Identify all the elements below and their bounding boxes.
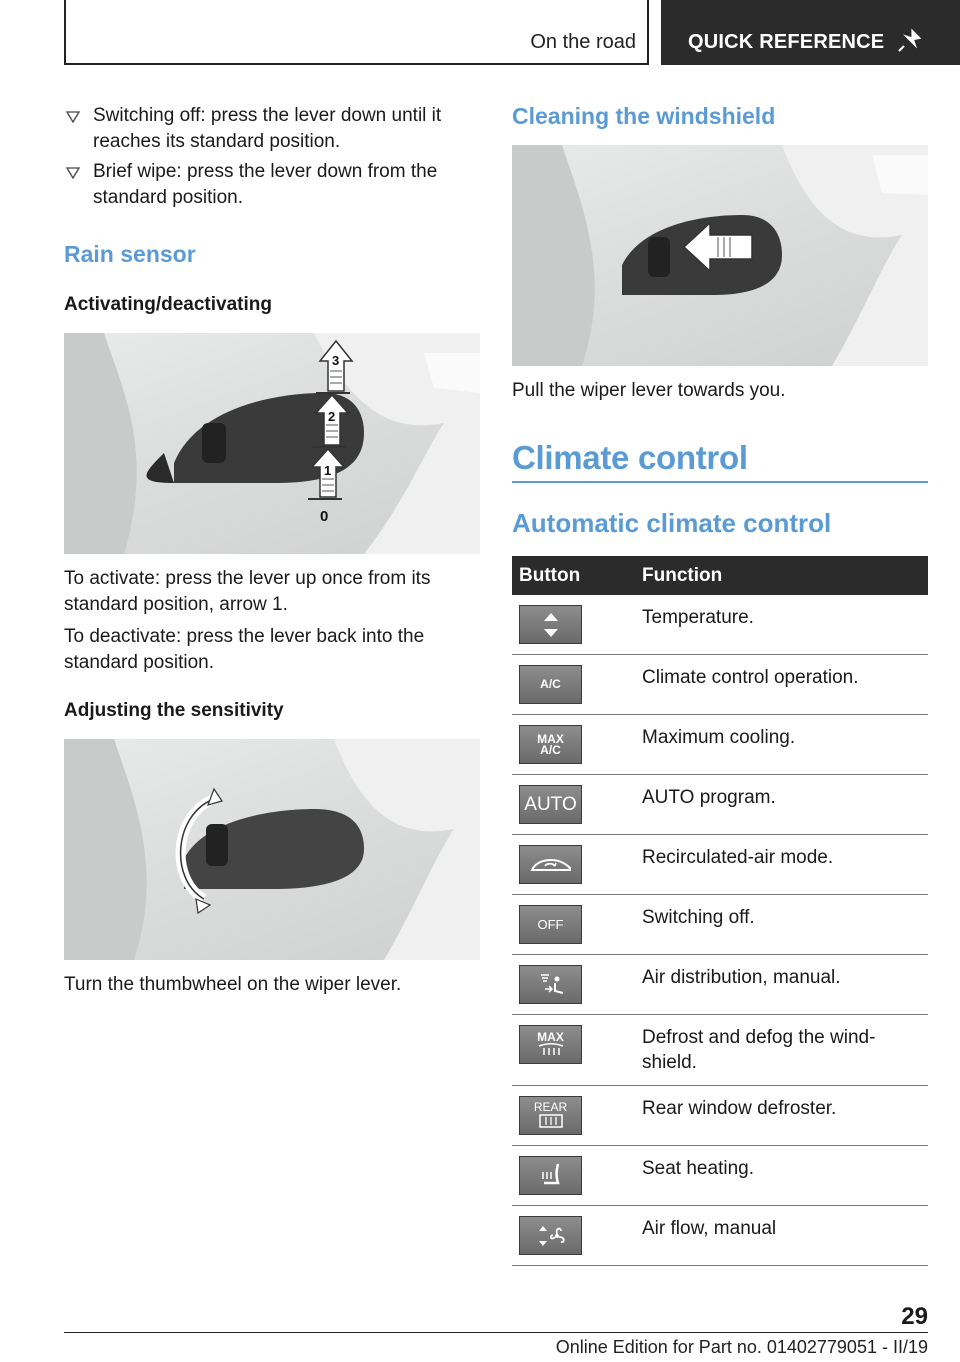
- function-text: Switching off.: [636, 895, 928, 955]
- seat-heating-icon: [519, 1156, 582, 1195]
- function-text: AUTO program.: [636, 775, 928, 835]
- table-row: [512, 895, 928, 955]
- quick-reference-tab[interactable]: [661, 0, 960, 65]
- rain-sensor-heading: Rain sensor: [64, 241, 196, 267]
- table-row: [512, 655, 928, 715]
- left-column: [64, 103, 480, 998]
- rain-sensor-illustration: [64, 333, 480, 554]
- sensitivity-heading: Adjusting the sensitivity: [64, 700, 284, 721]
- column-header-button: Button: [512, 556, 636, 595]
- arrow-label-0: 0: [320, 508, 329, 525]
- arrow-label-2: 2: [328, 409, 336, 424]
- function-text: Air flow, manual: [636, 1206, 928, 1266]
- air-flow-icon: [519, 1216, 582, 1255]
- climate-button-table: [512, 556, 928, 1266]
- max-ac-icon: MAX A/C: [519, 725, 582, 764]
- function-text: Climate control operation.: [636, 655, 928, 715]
- table-row: [512, 775, 928, 835]
- thumbwheel-illustration: [64, 739, 480, 960]
- arrow-label-3: 3: [332, 353, 340, 368]
- table-row: [512, 1206, 928, 1266]
- off-icon: OFF: [519, 905, 582, 944]
- wiper-bullet-list: [64, 103, 480, 211]
- activate-text: To activate: press the lever up once from its standard position, arrow 1.: [64, 568, 431, 615]
- footer-rule: [64, 1332, 928, 1333]
- table-row: [512, 715, 928, 775]
- bullet-text: Brief wipe: press the lever down from the standard position.: [93, 161, 438, 208]
- function-text: Rear window defroster.: [636, 1086, 928, 1146]
- bullet-brief-wipe: [64, 159, 480, 211]
- table-row: [512, 835, 928, 895]
- max-defrost-icon: [519, 1025, 582, 1064]
- table-row: [512, 1146, 928, 1206]
- climate-control-heading: Climate control: [512, 439, 928, 483]
- automatic-climate-heading: Automatic climate control: [512, 508, 832, 538]
- bullet-triangle-icon: [66, 167, 80, 179]
- function-text: Seat heating.: [636, 1146, 928, 1206]
- cleaning-heading: Cleaning the windshield: [512, 103, 776, 129]
- bullet-switching-off: [64, 103, 480, 155]
- ac-icon: A/C: [519, 665, 582, 704]
- table-row: [512, 595, 928, 655]
- thumbwheel-text: Turn the thumbwheel on the wiper lever.: [64, 974, 402, 995]
- pull-text: Pull the wiper lever towards you.: [512, 380, 786, 401]
- table-row: [512, 955, 928, 1015]
- page-number: 29: [901, 1303, 928, 1330]
- temperature-arrows-icon: [519, 605, 582, 644]
- function-text: Air distribution, manual.: [636, 955, 928, 1015]
- right-column: [512, 103, 928, 1266]
- column-header-function: Function: [636, 556, 928, 595]
- table-row: [512, 1015, 928, 1086]
- quick-reference-label: QUICK REFERENCE: [688, 31, 885, 53]
- table-row: [512, 1086, 928, 1146]
- bullet-triangle-icon: [66, 111, 80, 123]
- recirculation-icon: [519, 845, 582, 884]
- edition-text: Online Edition for Part no. 01402779051 - II/19: [555, 1337, 928, 1357]
- auto-icon: AUTO: [519, 785, 582, 824]
- rear-defrost-label: REAR: [533, 1100, 568, 1114]
- function-text: Recirculated-air mode.: [636, 835, 928, 895]
- function-text: Maximum cooling.: [636, 715, 928, 775]
- activating-heading: Activating/deactivating: [64, 294, 272, 315]
- quick-reference-icon: [897, 27, 923, 53]
- function-text: Defrost and defog the wind-shield.: [636, 1015, 928, 1086]
- deactivate-text: To deactivate: press the lever back into the standard position.: [64, 626, 425, 673]
- section-title: On the road: [530, 31, 636, 53]
- windshield-cleaning-illustration: [512, 145, 928, 366]
- arrow-label-1: 1: [324, 463, 332, 478]
- rear-defrost-icon: [519, 1096, 582, 1135]
- max-defrost-label: MAX: [537, 1030, 564, 1044]
- air-distribution-icon: [519, 965, 582, 1004]
- table-header-row: [512, 556, 928, 595]
- function-text: Temperature.: [636, 595, 928, 655]
- bullet-text: Switching off: press the lever down until it reaches its standard position.: [93, 105, 442, 152]
